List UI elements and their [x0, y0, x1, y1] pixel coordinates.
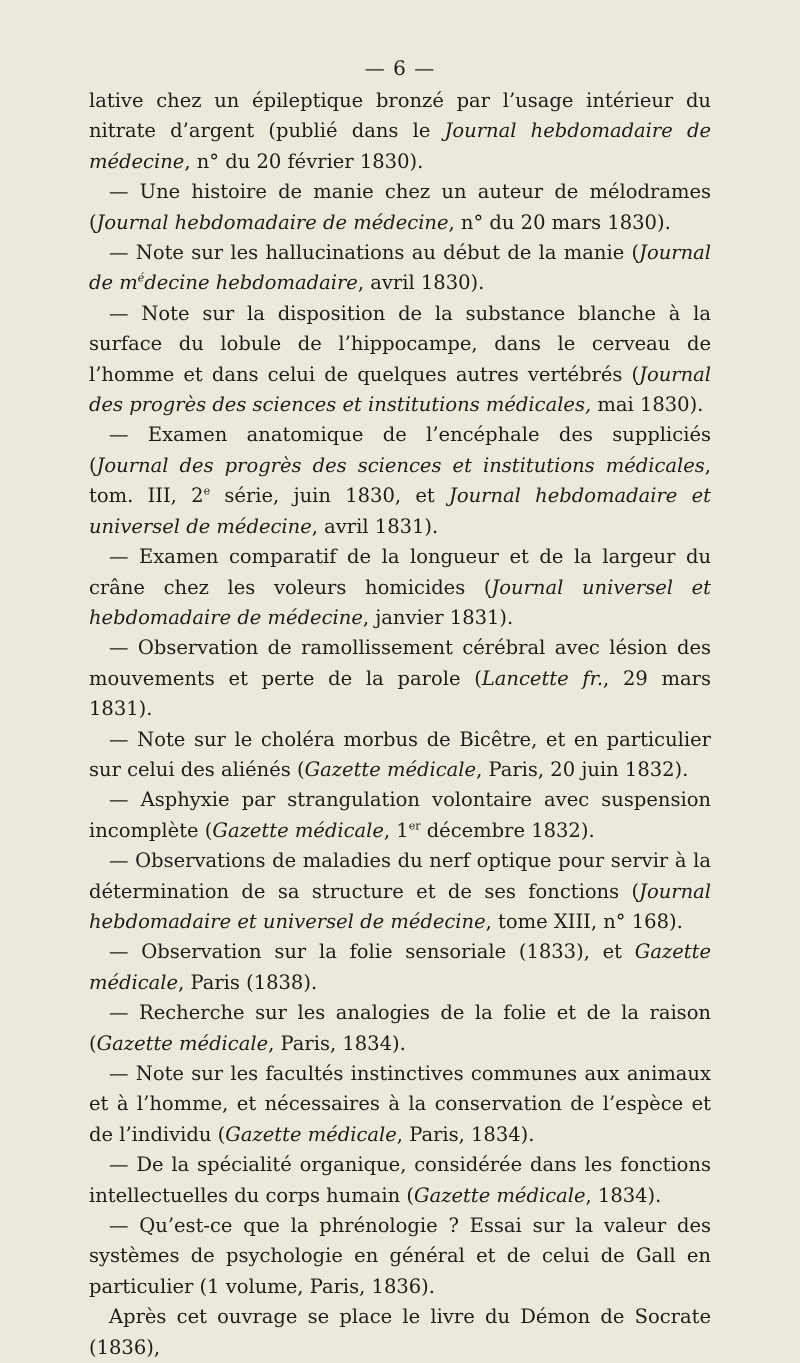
bibliography-entry: — De la spécialité organique, considérée dans les fonctions intellectuelles du corps humain (Gazette médicale, 1834). — [89, 1153, 711, 1207]
page-number: — 6 — — [364, 56, 436, 80]
closing-paragraph: Après cet ouvrage se place le livre du Démon de Socrate (1836), — [89, 1305, 711, 1359]
bibliography-entry: — Asphyxie par strangulation volontaire avec suspension incomplète (Gazette médicale, 1er décembre 1832). — [89, 788, 711, 842]
bibliography-entry: — Observations de maladies du nerf optique pour servir à la détermination de sa structure et de ses fonctions (Journal hebdomadaire et universel de médecine, tome XIII, n° 168). — [89, 849, 711, 933]
bibliography-entry: — Observation sur la folie sensoriale (1833), et Gazette médicale, Paris (1838). — [89, 940, 711, 994]
bibliography-entry: — Examen anatomique de l’encéphale des suppliciés (Journal des progrès des sciences et institutions médicales, tom. III, 2e série, juin 1830, et Journal hebdomadaire et universel de médecine, avril 1831). — [89, 423, 711, 538]
bibliography-entry: — Qu’est-ce que la phrénologie ? Essai sur la valeur des systèmes de psychologie en général et de celui de Gall en particulier (1 volume, Paris, 1836). — [89, 1214, 711, 1298]
body-text — [89, 86, 711, 1363]
bibliography-entry: lative chez un épileptique bronzé par l’usage intérieur du nitrate d’argent (publié dans le Journal hebdomadaire de médecine, n° du 20 février 1830). — [89, 89, 711, 173]
bibliography-entry: — Observation de ramollissement cérébral avec lésion des mouvements et perte de la parole (Lancette fr., 29 mars 1831). — [89, 636, 711, 721]
bibliography-entry: — Note sur les hallucinations au début de la manie (Journal de $m^édecine$ hebdomadaire, avril 1830). — [89, 241, 711, 295]
bibliography-entry: — Note sur les facultés instinctives communes aux animaux et à l’homme, et nécessaires à la conservation de l’espèce et de l’individu (Gazette médicale, Paris, 1834). — [89, 1062, 711, 1146]
bibliography-entry: — Note sur la disposition de la substance blanche à la surface du lobule de l’hippocampe, dans le cerveau de l’homme et dans celui de quelques autres vertébrés (Journal des progrès des sciences et institutions médicales, mai 1830). — [89, 301, 711, 417]
bibliography-entry: — Note sur le choléra morbus de Bicêtre, et en particulier sur celui des aliénés (Gazette médicale, Paris, 20 juin 1832). — [89, 727, 711, 781]
bibliography-entry: — Recherche sur les analogies de la folie et de la raison (Gazette médicale, Paris, 1834). — [89, 1001, 711, 1055]
bibliography-entry: — Examen comparatif de la longueur et de la largeur du crâne chez les voleurs homicides (Journal universel et hebdomadaire de médecine, janvier 1831). — [89, 545, 711, 629]
bibliography-entry: — Une histoire de manie chez un auteur de mélodrames (Journal hebdomadaire de médecine, n° du 20 mars 1830). — [89, 180, 711, 234]
